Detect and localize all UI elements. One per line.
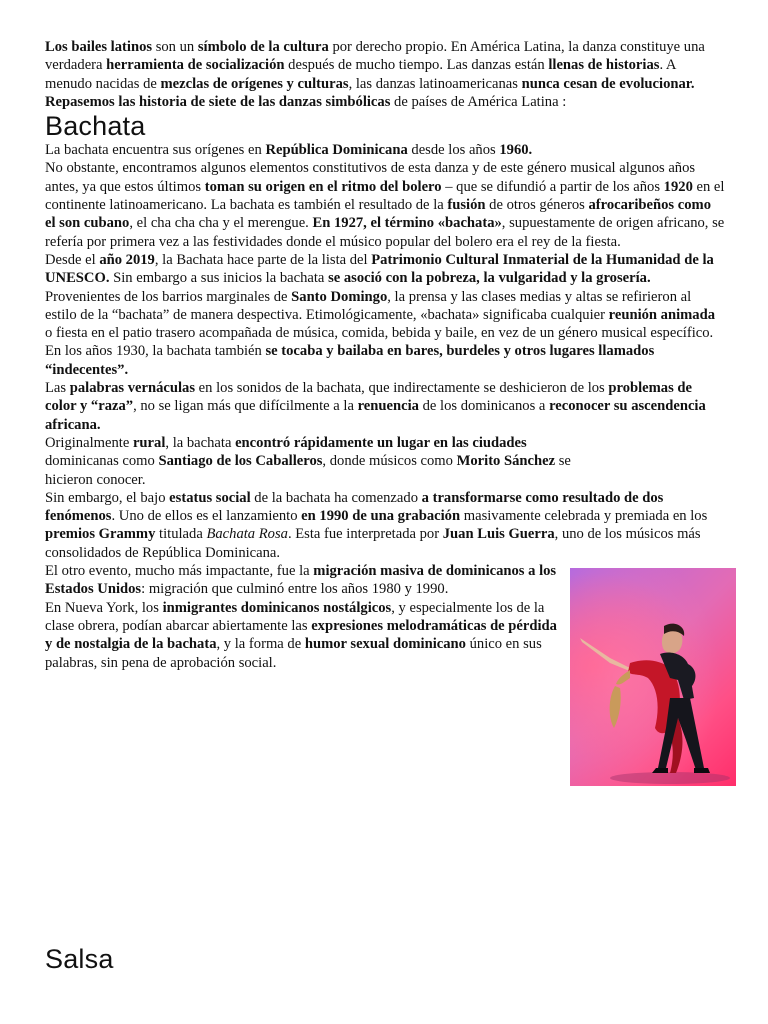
intro-text: mezclas de orígenes y culturas xyxy=(160,75,349,92)
text: se tocaba y bailaba en bares, burdeles y otros lugares llamados “indecentes”. xyxy=(45,343,655,378)
text: Santo Domingo xyxy=(291,288,388,305)
text: 1960. xyxy=(499,142,533,159)
text: , y especialmente los de la clase obrera, podían abarcar abiertamente las xyxy=(45,599,545,634)
bachata-paragraph-1 xyxy=(45,141,725,251)
intro-text: nunca cesan de evolucionar. Repasemos las historia de siete de las danzas simbólicas xyxy=(45,75,695,110)
text: titulada xyxy=(155,526,207,543)
bachata-paragraph-4 xyxy=(45,434,580,489)
text: año 2019 xyxy=(99,251,155,268)
text: toman su origen en el ritmo del bolero xyxy=(204,178,442,195)
text: a transformarse como resultado de dos fenómenos xyxy=(45,489,664,525)
text: , no se ligan más que difícilmente a la xyxy=(133,398,358,415)
text: expresiones melodramáticas de pérdida y de nostalgia de la bachata xyxy=(45,617,557,653)
intro-text: . A menudo nacidas de xyxy=(45,57,676,92)
text: reconocer su ascendencia africana. xyxy=(45,398,706,433)
text: migración masiva de dominicanos a los Estados Unidos xyxy=(45,563,557,598)
text: Santiago de los Caballeros xyxy=(158,453,323,470)
text: Sin embargo, el bajo xyxy=(45,489,170,506)
text: de la bachata ha comenzado xyxy=(250,489,422,506)
text: se asoció con la pobreza, la vulgaridad y la grosería. xyxy=(328,270,651,287)
section-title-salsa: Salsa xyxy=(45,944,114,974)
dancers-illustration xyxy=(570,568,736,786)
text: renuencia xyxy=(357,398,419,415)
intro-text: después de mucho tiempo. Las danzas están xyxy=(284,57,549,74)
intro-text: son un xyxy=(152,39,198,55)
text: En Nueva York, los xyxy=(45,599,163,616)
intro-text: , las danzas latinoamericanas xyxy=(348,75,522,92)
intro-text: por derecho propio. En América Latina, la danza constituye una verdadera xyxy=(45,39,705,74)
text: de otros géneros xyxy=(485,197,589,214)
text: en los sonidos de la bachata, que indirectamente se deshicieron de los xyxy=(195,380,609,397)
text: Sin embargo a sus inicios la bachata xyxy=(109,270,329,287)
bachata-paragraph-5 xyxy=(45,489,725,562)
text: , la bachata xyxy=(165,434,236,451)
text: único en sus palabras, sin pena de aprobación social. xyxy=(45,636,542,671)
text: , supuestamente de origen africano, se refería por primera vez a las festividades donde el músico popular del bolero era el rey de la fiesta. xyxy=(45,215,725,250)
text: , uno de los músicos más consolidados de República Dominicana. xyxy=(45,526,701,561)
text: No obstante, encontramos algunos elementos constitutivos de esta danza y de este género musical algunos años antes, ya que estos últimos xyxy=(45,160,696,195)
text: de los dominicanos a xyxy=(418,398,550,415)
text: . Esta fue interpretada por xyxy=(287,526,443,543)
text: , la Bachata hace parte de la lista del xyxy=(154,251,372,268)
text: Morito Sánchez xyxy=(456,453,556,470)
text: , y la forma de xyxy=(216,636,305,653)
text: El otro evento, mucho más impactante, fue la xyxy=(45,563,314,580)
bachata-dancers-photo xyxy=(570,568,736,786)
text: República Dominicana xyxy=(265,142,408,159)
bachata-paragraph-2 xyxy=(45,251,725,379)
text: o fiesta en el patio trasero acompañada de música, comida, bebida y baile, en vez de un género musical específico. En los años 1930, la bachata también xyxy=(45,325,714,360)
text: Juan Luis Guerra xyxy=(442,526,555,543)
text: rural xyxy=(132,434,166,451)
text: masivamente celebrada y premiada en los xyxy=(460,508,708,525)
text: dominicanas como xyxy=(45,453,159,470)
intro-text: de países de América Latina : xyxy=(390,93,567,110)
text: humor sexual dominicano xyxy=(304,636,466,653)
text: fusión xyxy=(447,197,486,214)
text: : migración que culminó entre los años 1980 y 1990. xyxy=(141,581,449,598)
intro-text: Los bailes latinos xyxy=(45,39,153,55)
text: en 1990 de una grabación xyxy=(301,508,461,525)
intro-paragraph xyxy=(45,38,717,111)
text: Bachata Rosa xyxy=(206,526,288,543)
intro-text: herramienta de socialización xyxy=(106,57,285,74)
text: reunión animada xyxy=(608,306,716,323)
text: En 1927, el término «bachata» xyxy=(312,215,502,232)
text: problemas de color y “raza” xyxy=(45,380,693,415)
text: desde los años xyxy=(407,142,500,159)
text: estatus social xyxy=(169,489,251,506)
text: Originalmente xyxy=(45,434,133,451)
text: Desde el xyxy=(45,251,100,268)
intro-text: llenas de historias xyxy=(548,57,660,74)
text: – que se difundió a partir de los años xyxy=(441,178,664,195)
text: . Uno de ellos es el lanzamiento xyxy=(111,508,302,525)
section-title-bachata: Bachata xyxy=(45,111,146,142)
text: La bachata encuentra sus orígenes en xyxy=(45,142,266,159)
text: Patrimonio Cultural Inmaterial de la Humanidad de la UNESCO. xyxy=(45,251,714,287)
bachata-paragraph-3 xyxy=(45,379,725,434)
text: , el cha cha cha y el merengue. xyxy=(129,215,313,232)
text: 1920 xyxy=(663,178,693,195)
text: encontró rápidamente un lugar en las ciudades xyxy=(235,434,527,451)
text: se hicieron conocer. xyxy=(45,453,571,488)
text: palabras vernáculas xyxy=(69,380,196,397)
text: , donde músicos como xyxy=(322,453,457,470)
text: Provenientes de los barrios marginales de xyxy=(45,288,292,305)
article-body xyxy=(45,38,725,786)
text: Las xyxy=(45,380,70,397)
intro-text: símbolo de la cultura xyxy=(197,39,329,55)
text: premios Grammy xyxy=(45,526,156,543)
text: , la prensa y las clases medias y altas se refirieron al estilo de la “bachata” de manera despectiva. Etimológicamente, «bachata» significaba cualquier xyxy=(45,288,692,323)
text: inmigrantes dominicanos nostálgicos xyxy=(162,599,392,616)
text: en el continente latinoamericano. La bachata es también el resultado de la xyxy=(45,178,725,214)
text: afrocaribeños como el son cubano xyxy=(45,197,711,232)
